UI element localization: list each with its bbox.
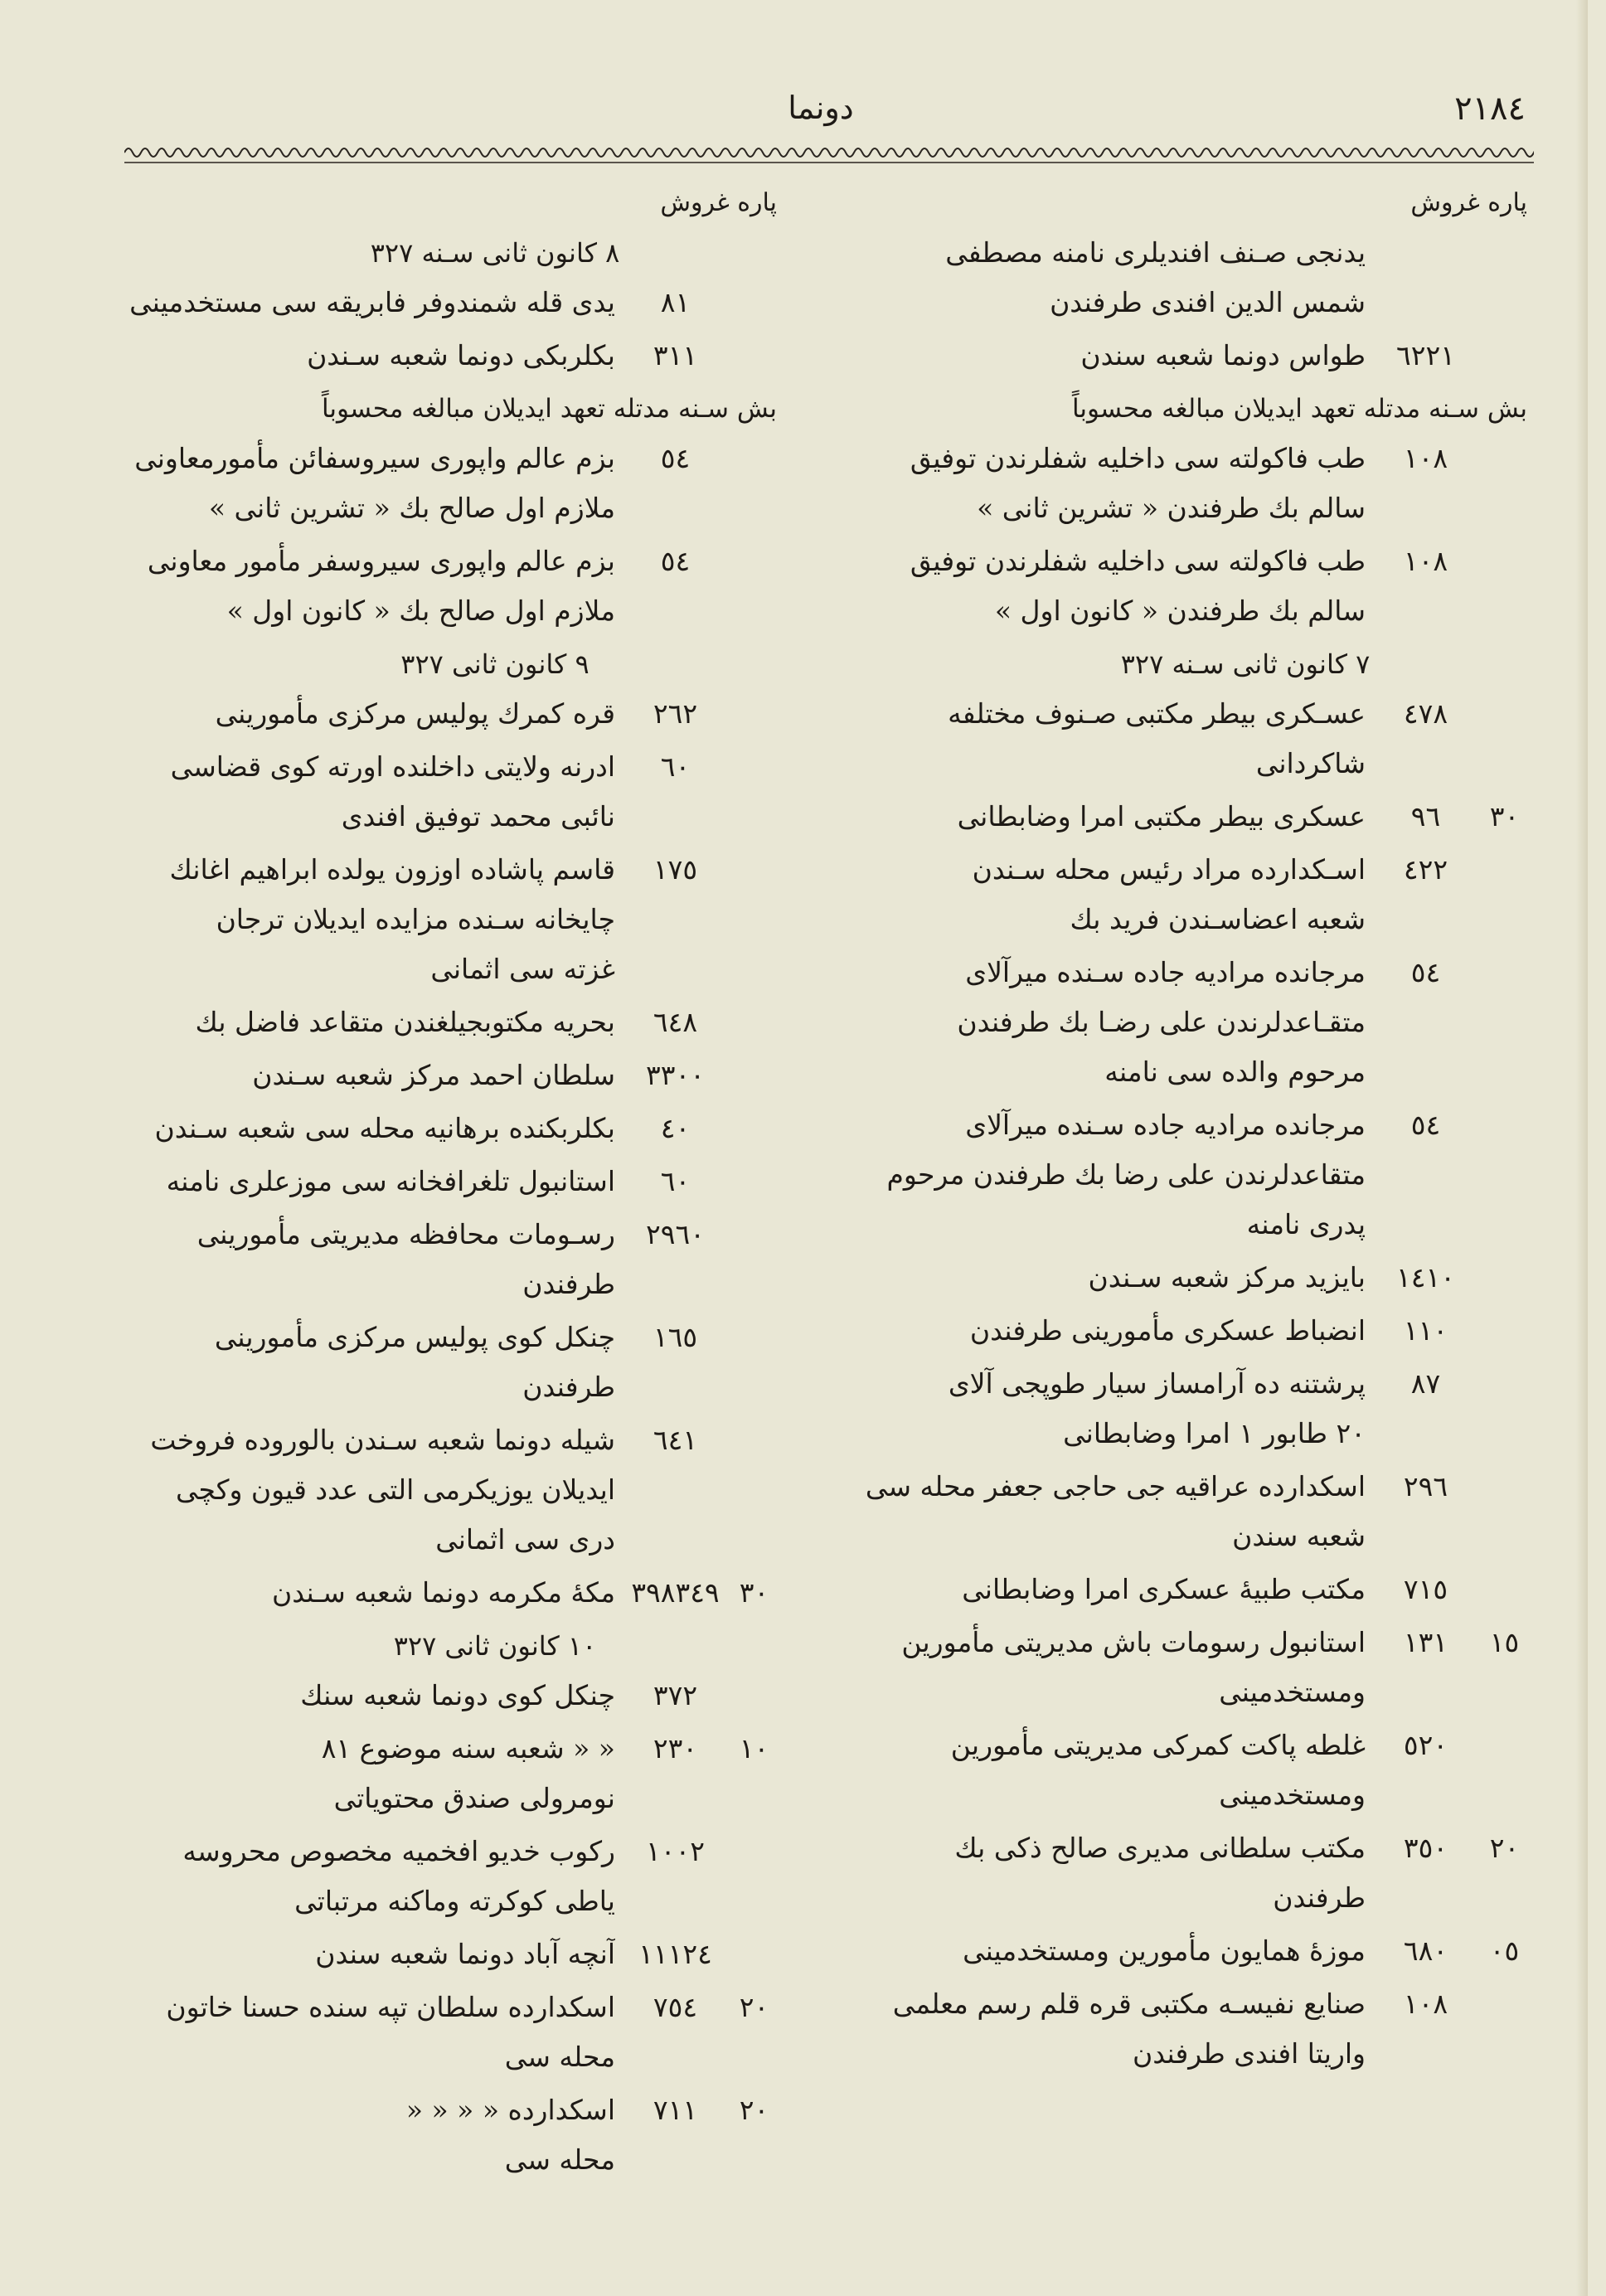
right-column [864,178,1527,2082]
ledger-entry [864,1100,1527,1250]
amount-grush: ١٧٥ [653,853,698,886]
amount-grush: ٢٩٦٠ [646,1218,705,1250]
ledger-entry [864,1253,1527,1303]
entry-line [864,331,1527,381]
entry-line [864,1721,1527,1770]
amount-grush: ٥٤ [660,442,691,474]
entry-description: استانبول تلغرافخانه سى موزعلرى نامنه [166,1165,615,1197]
amount-para: ٣٠ [739,1576,769,1609]
entry-line [114,586,777,636]
entry-line [864,2029,1527,2079]
ledger-entry [864,1926,1527,1976]
entry-description: ادرنه ولايتى داخلنده اورته كوى قضاسى [170,750,615,783]
wavy-divider [124,141,1534,166]
entry-line [114,1671,777,1721]
entry-description-continued: پدرى نامنه [1246,1208,1366,1240]
entry-description-continued: ومستخدمينى [1219,1676,1366,1708]
entry-description-continued: نائبى محمد توفيق افندى [341,800,615,832]
entry-description-continued: نومرولى صندق محتوياتى [333,1782,615,1814]
entry-description-continued: شعبه اعضاسـندن فريد بك [1070,903,1366,935]
ledger-entry [864,792,1527,842]
entry-description: غلطه پاكت كمركى مديريتى مأمورين [950,1729,1366,1761]
entry-line [864,1979,1527,2029]
entry-line [864,1253,1527,1303]
entry-line [864,998,1527,1047]
entry-line [114,1104,777,1153]
ledger-entry [114,278,777,328]
entry-description: بزم عالم واپورى سيروسفائن مأمورمعاونى [134,442,615,474]
ledger-entry [114,1568,777,1618]
ledger-entry [114,1671,777,1721]
entry-line [864,1512,1527,1561]
entry-description: شيله دونما شعبه سـندن بالوروده فروخت [150,1424,615,1456]
entry-line [864,1926,1527,1976]
date-heading: ٩ كانون ثانى ٣٢٧ [400,648,590,680]
entry-description: ركوب خديو افخميه مخصوص محروسه [182,1835,615,1867]
header-title: دونما [788,90,854,126]
amount-para: ٢٠ [739,1991,769,2023]
entry-line [864,895,1527,944]
entry-line [114,1313,777,1362]
entry-line [864,1770,1527,1820]
entry-description: يدنجى صـنف افنديلرى نامنه مصطفى [945,236,1366,269]
amount-grush: ٣٩٨٣٤٩ [631,1576,720,1609]
amount-grush: ٧٥٤ [653,1991,698,2023]
amount-grush: ٣٣٠٠ [646,1059,705,1091]
entry-description: قاسم پاشاده اوزون يولده ابراهيم اغانك [169,853,615,886]
amount-grush: ١٦٥ [653,1321,698,1353]
entry-line [864,1150,1527,1200]
entry-line [864,1409,1527,1459]
entry-description-continued: واريتا افندى طرفندن [1132,2037,1366,2070]
section-note: بش سـنه مدتله تعهد ايديلان مبالغه محسوباً [321,394,777,424]
ledger-entry [114,536,777,636]
entry-line [864,1462,1527,1512]
entry-line [864,278,1527,328]
ledger-entry [864,1565,1527,1614]
amount-para: ١٠ [739,1732,769,1764]
ledger-entry [864,1618,1527,1717]
page-number: ٢١٨٤ [1454,90,1526,128]
left-column [114,178,777,2188]
date-heading: ٧ كانون ثانى سـنه ٣٢٧ [1120,648,1371,680]
entry-description: بحريه مكتوبجيلغندن متقاعد فاضل بك [195,1006,615,1038]
ledger-entry [864,434,1527,533]
entry-line [114,1051,777,1100]
entry-description: عسـكرى بيطر مكتبى صـنوف مختلفه [948,697,1366,730]
entry-description: آنچه آباد دونما شعبه سندن [315,1938,615,1970]
entry-line [864,1823,1527,1873]
entry-line [114,944,777,994]
entry-description-continued: شمس الدين افندى طرفندن [1050,286,1366,318]
entry-line [114,1930,777,1979]
entry-description: اسكدارده عراقيه جى حاجى جعفر محله سى [865,1470,1366,1502]
ledger-entry [114,1724,777,1823]
entry-line [864,792,1527,842]
amount-grush: ٤٧٨ [1403,697,1448,730]
entry-line [864,1565,1527,1614]
entry-description: مكتب طبيهٔ عسكرى امرا وضابطانى [962,1573,1366,1605]
entry-line [114,1724,777,1774]
ledger-entry [864,948,1527,1097]
amount-grush: ١٣١ [1403,1626,1448,1658]
entry-line [114,689,777,739]
entry-line [864,228,1527,278]
entry-line [114,1157,777,1206]
entry-line [864,536,1527,586]
ledger-entry [114,331,777,381]
entry-description: صنايع نفيسـه مكتبى قره قلم رسم معلمى [892,1988,1366,2020]
ledger-entry [114,1930,777,1979]
entry-line [864,1306,1527,1356]
entry-description-continued: متقاعدلرندن على رضا بك طرفندن مرحوم [886,1158,1366,1191]
entry-line [864,586,1527,636]
entry-description: « « شعبه سنه موضوع ٨١ [321,1732,615,1764]
entry-line [114,1362,777,1412]
entry-description-continued: ملازم اول صالح بك « تشرين ثانى » [208,492,615,524]
entry-line [114,998,777,1047]
entry-description: استانبول رسومات باش مديريتى مأمورين [901,1626,1366,1658]
entry-description: اسـكدارده مراد رئيس محله سـندن [972,853,1366,886]
entry-description: پرشتنه ده آرامساز سيار طوپجى آلاى [948,1367,1366,1400]
entry-description: قره كمرك پوليس مركزى مأمورينى [215,697,615,730]
amount-para: ٣٠ [1489,800,1520,832]
amount-grush: ١٠٨ [1403,442,1448,474]
entry-line [114,331,777,381]
amount-grush: ٥٢٠ [1403,1729,1448,1761]
entry-line [864,434,1527,483]
entry-line [864,1667,1527,1717]
entry-description: مكهٔ مكرمه دونما شعبه سـندن [271,1576,615,1609]
ledger-entry [114,1827,777,1926]
amount-grush: ٥٤ [1410,1109,1441,1141]
ledger-entry [114,845,777,994]
entry-line [864,1618,1527,1667]
ledger-entry [864,1462,1527,1561]
date-heading: ٨ كانون ثانى سـنه ٣٢٧ [370,237,620,269]
entry-line [114,483,777,533]
amount-para: ٢٠ [1489,1832,1520,1864]
entry-line [114,1876,777,1926]
amount-grush: ١٠٨ [1403,1988,1448,2020]
ledger-entry [114,1157,777,1206]
entry-description-continued: طرفندن [522,1268,615,1300]
entry-description-continued: ومستخدمينى [1219,1779,1366,1811]
entry-line [114,845,777,895]
entry-description: بكلربكنده برهانيه محله سى شعبه سـندن [154,1112,615,1144]
amount-grush: ٨٧ [1410,1367,1441,1400]
amount-grush: ٩٦ [1410,800,1441,832]
ledger-entry [114,742,777,842]
page-edge-shading [1576,0,1588,2296]
entry-description: رسـومات محافظه مديريتى مأمورينى [197,1218,615,1250]
entry-line [114,1260,777,1309]
entry-description: چنكل كوى پوليس مركزى مأمورينى [214,1321,615,1353]
ledger-entry [114,1104,777,1153]
entry-description: يدى قله شمندوفر فابريقه سى مستخدمينى [129,286,615,318]
amount-grush: ٧١٥ [1403,1573,1448,1605]
amount-grush: ١٠٠٢ [646,1835,705,1867]
entry-line [114,536,777,586]
entry-description-continued: محله سى [504,2143,615,2176]
entry-line [114,1415,777,1465]
column-header: پاره غروش [660,188,777,217]
entry-description: اسكدارده سلطان تپه سنده حسنا خاتون [166,1991,615,2023]
entry-description-continued: مرحوم والده سى نامنه [1104,1056,1366,1088]
amount-grush: ٦٢٢١ [1396,339,1455,371]
ledger-entry [114,1983,777,2082]
ledger-entry [864,1359,1527,1459]
entry-line [114,2085,777,2135]
entry-description: طب فاكولته سى داخليه شفلرندن توفيق [910,442,1366,474]
amount-grush: ٨١ [660,286,691,318]
entry-description: مكتب سلطانى مديرى صالح ذكى بك [954,1832,1366,1864]
entry-description: مرجانده مراديه جاده سـنده ميرآلاى [965,956,1366,988]
entry-description: طواس دونما شعبه سندن [1080,339,1366,371]
entry-description: عسكرى بيطر مكتبى امرا وضابطانى [957,800,1366,832]
entry-description: بايزيد مركز شعبه سـندن [1088,1261,1366,1294]
amount-grush: ٦٠ [660,1165,691,1197]
entry-line [864,1873,1527,1923]
amount-grush: ٢٣٠ [653,1732,698,1764]
entry-line [114,1827,777,1876]
amount-grush: ١٠٨ [1403,545,1448,577]
entry-description-continued: طرفندن [1273,1881,1366,1914]
ledger-entry [114,1415,777,1565]
ledger-entry [864,1979,1527,2079]
section-note: بش سـنه مدتله تعهد ايديلان مبالغه محسوباً [1071,394,1527,424]
entry-line [114,434,777,483]
ledger-entry [114,434,777,533]
amount-grush: ١١١٢٤ [638,1938,712,1970]
ledger-entry [114,689,777,739]
entry-line [114,1210,777,1260]
entry-description-continued: غزته سى اثمانى [430,953,615,985]
amount-grush: ٦٨٠ [1403,1934,1448,1967]
entry-description: طب فاكولته سى داخليه شفلرندن توفيق [910,545,1366,577]
entry-description: بزم عالم واپورى سيروسفر مأمور معاونى [147,545,615,577]
entry-description: اسكدارده « « « « [405,2094,615,2126]
entry-description-continued: سالم بك طرفندن « تشرين ثانى » [977,492,1366,524]
entry-line [864,1200,1527,1250]
entry-line [114,1515,777,1565]
amount-grush: ١٤١٠ [1396,1261,1455,1294]
amount-grush: ٦٤١ [653,1424,698,1456]
amount-grush: ٥٤ [1410,956,1441,988]
entry-line [864,1100,1527,1150]
amount-para: ٢٠ [739,2094,769,2126]
amount-para: ١٥ [1489,1626,1520,1658]
entry-description-continued: طرفندن [522,1371,615,1403]
ledger-entry [114,1051,777,1100]
amount-grush: ٤٢٢ [1403,853,1448,886]
entry-line [114,895,777,944]
ledger-entry [114,2085,777,2185]
ledger-entry [864,1721,1527,1820]
amount-grush: ٥٤ [660,545,691,577]
entry-line [864,948,1527,998]
entry-description-continued: متقـاعدلرندن على رضـا بك طرفندن [957,1006,1366,1038]
entry-description-continued: چايخانه سـنده مزايده ايديلان ترجان [216,903,615,935]
amount-grush: ٢٦٢ [653,697,698,730]
amount-grush: ٣٥٠ [1403,1832,1448,1864]
amount-grush: ١١٠ [1403,1314,1448,1347]
entry-description-continued: ملازم اول صالح بك « كانون اول » [226,595,615,627]
entry-description-continued: شعبه سندن [1232,1520,1366,1552]
amount-grush: ٣٧٢ [653,1679,698,1711]
entry-description: بكلربكى دونما شعبه سـندن [307,339,615,371]
entry-line [864,739,1527,789]
entry-line [114,792,777,842]
entry-description: چنكل كوى دونما شعبه سنك [300,1679,615,1711]
entry-description-continued: ياطى كوكرته وماكنه مرتباتى [294,1885,615,1917]
entry-line [864,689,1527,739]
column-header: پاره غروش [1410,188,1527,217]
ledger-entry [864,1306,1527,1356]
entry-line [114,1568,777,1618]
ledger-entry [864,331,1527,381]
amount-grush: ٢٩٦ [1403,1470,1448,1502]
ledger-entry [114,1210,777,1309]
ledger-entry [114,1313,777,1412]
entry-description: سلطان احمد مركز شعبه سـندن [252,1059,615,1091]
entry-description: موزهٔ همايون مأمورين ومستخدمينى [963,1934,1366,1967]
ledger-entry [864,536,1527,636]
entry-description-continued: شاكردانى [1255,747,1366,779]
entry-description-continued: ٢٠ طابور ١ امرا وضابطانى [1063,1417,1366,1449]
entry-description-continued: سالم بك طرفندن « كانون اول » [994,595,1366,627]
entry-line [114,1774,777,1823]
entry-description-continued: درى سى اثمانى [435,1523,615,1556]
entry-line [114,278,777,328]
entry-line [864,1047,1527,1097]
ledger-entry [864,689,1527,789]
date-heading: ١٠ كانون ثانى ٣٢٧ [393,1630,597,1662]
entry-line [864,845,1527,895]
ledger-entry [114,998,777,1047]
entry-line [114,1983,777,2032]
ledger-entry [864,228,1527,328]
entry-description: انضباط عسكرى مأمورينى طرفندن [969,1314,1366,1347]
running-head [116,83,1526,141]
ledger-entry [864,845,1527,944]
amount-grush: ٤٠ [660,1112,691,1144]
entry-description-continued: ايديلان يوزيكرمى التى عدد قيون وكچى [175,1473,615,1506]
amount-grush: ٦٠ [660,750,691,783]
amount-grush: ٦٤٨ [653,1006,698,1038]
ledger-entry [864,1823,1527,1923]
entry-line [114,2135,777,2185]
entry-line [864,1359,1527,1409]
entry-line [114,1465,777,1515]
amount-grush: ٧١١ [653,2094,698,2126]
amount-para: ٠٥ [1489,1934,1520,1967]
entry-description-continued: محله سى [504,2041,615,2073]
entry-line [864,483,1527,533]
entry-line [114,742,777,792]
entry-description: مرجانده مراديه جاده سـنده ميرآلاى [965,1109,1366,1141]
amount-grush: ٣١١ [653,339,698,371]
entry-line [114,2032,777,2082]
